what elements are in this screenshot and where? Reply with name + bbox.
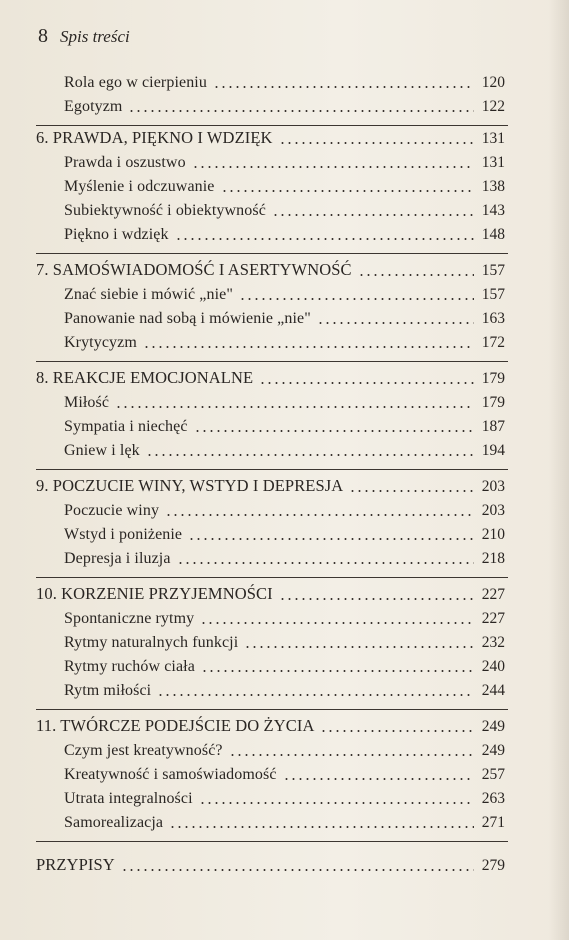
toc-entry-label: Panowanie nad sobą i mówienie „nie" bbox=[64, 310, 311, 327]
toc-section-row bbox=[0, 198, 569, 220]
dot-leader bbox=[279, 598, 474, 600]
toc-section-row bbox=[0, 738, 569, 760]
dot-leader bbox=[177, 562, 474, 564]
toc-page-number: 163 bbox=[481, 310, 505, 327]
dot-leader bbox=[349, 490, 473, 492]
section-divider bbox=[36, 361, 508, 362]
dot-leader bbox=[221, 190, 474, 192]
toc-entry-label: 9. POCZUCIE WINY, WSTYD I DEPRESJA bbox=[36, 476, 344, 495]
dot-leader bbox=[283, 778, 474, 780]
toc-section-row bbox=[0, 94, 569, 116]
dot-leader bbox=[358, 274, 474, 276]
dot-leader bbox=[213, 86, 474, 88]
toc-entry-label: Myślenie i odczuwanie bbox=[64, 178, 215, 195]
toc-entry-label: Piękno i wdzięk bbox=[64, 226, 169, 243]
toc-chapter-row bbox=[0, 126, 569, 148]
toc-section-row bbox=[0, 522, 569, 544]
toc-section-row bbox=[0, 498, 569, 520]
dot-leader bbox=[165, 514, 474, 516]
running-title: Spis treści bbox=[60, 27, 130, 46]
toc-entry-label: Egotyzm bbox=[64, 98, 123, 115]
toc-entry-label: Miłość bbox=[64, 394, 110, 411]
toc-page-number: 203 bbox=[481, 502, 505, 519]
toc-entry-label: Prawda i oszustwo bbox=[64, 154, 186, 171]
toc-section-row bbox=[0, 174, 569, 196]
dot-leader bbox=[157, 694, 474, 696]
toc-section-row bbox=[0, 630, 569, 652]
section-divider bbox=[36, 841, 508, 842]
toc-section-row bbox=[0, 70, 569, 92]
toc-page-number: 203 bbox=[481, 478, 505, 495]
toc-section-row bbox=[0, 150, 569, 172]
toc-page-number: 148 bbox=[481, 226, 505, 243]
toc-entry-label: Poczucie winy bbox=[64, 502, 160, 519]
toc-page-number: 227 bbox=[481, 586, 505, 603]
toc-section-row bbox=[0, 390, 569, 412]
toc-section-row bbox=[0, 282, 569, 304]
dot-leader bbox=[317, 322, 474, 324]
toc-page-number: 131 bbox=[481, 130, 505, 147]
toc-entry-label: Rytmy ruchów ciała bbox=[64, 658, 195, 675]
toc-section-row bbox=[0, 678, 569, 700]
toc-entry-label: Rytmy naturalnych funkcji bbox=[64, 634, 239, 651]
toc-chapter-row bbox=[0, 582, 569, 604]
toc-page-number: 120 bbox=[481, 74, 505, 91]
toc-page-number: 244 bbox=[481, 682, 505, 699]
toc-entry-label: Rola ego w cierpieniu bbox=[64, 74, 207, 91]
toc-entry-label: 11. TWÓRCZE PODEJŚCIE DO ŻYCIA bbox=[36, 716, 315, 735]
toc-entry-label: 7. SAMOŚWIADOMOŚĆ I ASERTYWNOŚĆ bbox=[36, 260, 352, 279]
toc-entry-label: 10. KORZENIE PRZYJEMNOŚCI bbox=[36, 584, 273, 603]
toc-section-row bbox=[0, 306, 569, 328]
toc-section-row bbox=[0, 330, 569, 352]
toc-chapter-row bbox=[0, 258, 569, 280]
toc-page-number: 172 bbox=[481, 334, 505, 351]
page-number: 8 bbox=[38, 25, 48, 47]
dot-leader bbox=[201, 670, 474, 672]
dot-leader bbox=[188, 538, 474, 540]
dot-leader bbox=[192, 166, 474, 168]
toc-entry-label: Kreatywność i samoświadomość bbox=[64, 766, 277, 783]
section-divider bbox=[36, 125, 508, 126]
dot-leader bbox=[143, 346, 474, 348]
dot-leader bbox=[115, 406, 474, 408]
section-divider bbox=[36, 709, 508, 710]
toc-page-number: 187 bbox=[481, 418, 505, 435]
toc-page-number: 194 bbox=[481, 442, 505, 459]
dot-leader bbox=[146, 454, 474, 456]
toc-section-row bbox=[0, 606, 569, 628]
toc-page-number: 257 bbox=[481, 766, 505, 783]
toc-entry-label: Depresja i iluzja bbox=[64, 550, 171, 567]
dot-leader bbox=[239, 298, 474, 300]
toc-page-number: 263 bbox=[481, 790, 505, 807]
toc-page-number: 279 bbox=[481, 857, 505, 874]
toc-entry-label: Utrata integralności bbox=[64, 790, 193, 807]
toc-section-row bbox=[0, 546, 569, 568]
toc-page-number: 138 bbox=[481, 178, 505, 195]
dot-leader bbox=[279, 142, 474, 144]
section-divider bbox=[36, 253, 508, 254]
toc-page-number: 179 bbox=[481, 370, 505, 387]
toc-entry-label: Wstyd i poniżenie bbox=[64, 526, 183, 543]
toc-entry-label: Krytycyzm bbox=[64, 334, 137, 351]
toc-page-number: 157 bbox=[481, 262, 505, 279]
toc-section-row bbox=[0, 414, 569, 436]
dot-leader bbox=[128, 110, 473, 112]
toc-entry-label: Rytm miłości bbox=[64, 682, 152, 699]
toc-entry-label: 6. PRAWDA, PIĘKNO I WDZIĘK bbox=[36, 128, 273, 147]
toc-chapter-row bbox=[0, 714, 569, 736]
toc-page-number: 227 bbox=[481, 610, 505, 627]
toc-chapter-row bbox=[0, 853, 569, 875]
section-divider bbox=[36, 577, 508, 578]
toc-page-number: 131 bbox=[481, 154, 505, 171]
running-header bbox=[38, 25, 130, 48]
toc-page-number: 232 bbox=[481, 634, 505, 651]
toc-page-number: 143 bbox=[481, 202, 505, 219]
toc-section-row bbox=[0, 762, 569, 784]
toc-page-number: 240 bbox=[481, 658, 505, 675]
toc-section-row bbox=[0, 810, 569, 832]
toc-page-number: 179 bbox=[481, 394, 505, 411]
toc-entry-label: Znać siebie i mówić „nie" bbox=[64, 286, 233, 303]
dot-leader bbox=[121, 869, 474, 871]
dot-leader bbox=[175, 238, 474, 240]
dot-leader bbox=[229, 754, 474, 756]
toc-entry-label: Sympatia i niechęć bbox=[64, 418, 188, 435]
dot-leader bbox=[244, 646, 473, 648]
dot-leader bbox=[272, 214, 474, 216]
toc-chapter-row bbox=[0, 474, 569, 496]
dot-leader bbox=[194, 430, 474, 432]
dot-leader bbox=[200, 622, 474, 624]
section-divider bbox=[36, 469, 508, 470]
toc-page-number: 157 bbox=[481, 286, 505, 303]
toc-entry-label: Gniew i lęk bbox=[64, 442, 140, 459]
toc-entry-label: Subiektywność i obiektywność bbox=[64, 202, 266, 219]
toc-entry-label: 8. REAKCJE EMOCJONALNE bbox=[36, 368, 254, 387]
toc-entry-label: PRZYPISY bbox=[36, 855, 115, 874]
dot-leader bbox=[320, 730, 473, 732]
toc-entry-label: Czym jest kreatywność? bbox=[64, 742, 223, 759]
toc-section-row bbox=[0, 786, 569, 808]
dot-leader bbox=[259, 382, 474, 384]
toc-page-number: 122 bbox=[481, 98, 505, 115]
toc-entry-label: Samorealizacja bbox=[64, 814, 164, 831]
toc-page-number: 249 bbox=[481, 718, 505, 735]
toc-page-number: 271 bbox=[481, 814, 505, 831]
toc-section-row bbox=[0, 438, 569, 460]
toc-entry-label: Spontaniczne rytmy bbox=[64, 610, 195, 627]
toc-page-number: 210 bbox=[481, 526, 505, 543]
toc-section-row bbox=[0, 654, 569, 676]
toc-page-number: 249 bbox=[481, 742, 505, 759]
dot-leader bbox=[199, 802, 474, 804]
dot-leader bbox=[169, 826, 474, 828]
toc-section-row bbox=[0, 222, 569, 244]
toc-chapter-row bbox=[0, 366, 569, 388]
toc-page-number: 218 bbox=[481, 550, 505, 567]
